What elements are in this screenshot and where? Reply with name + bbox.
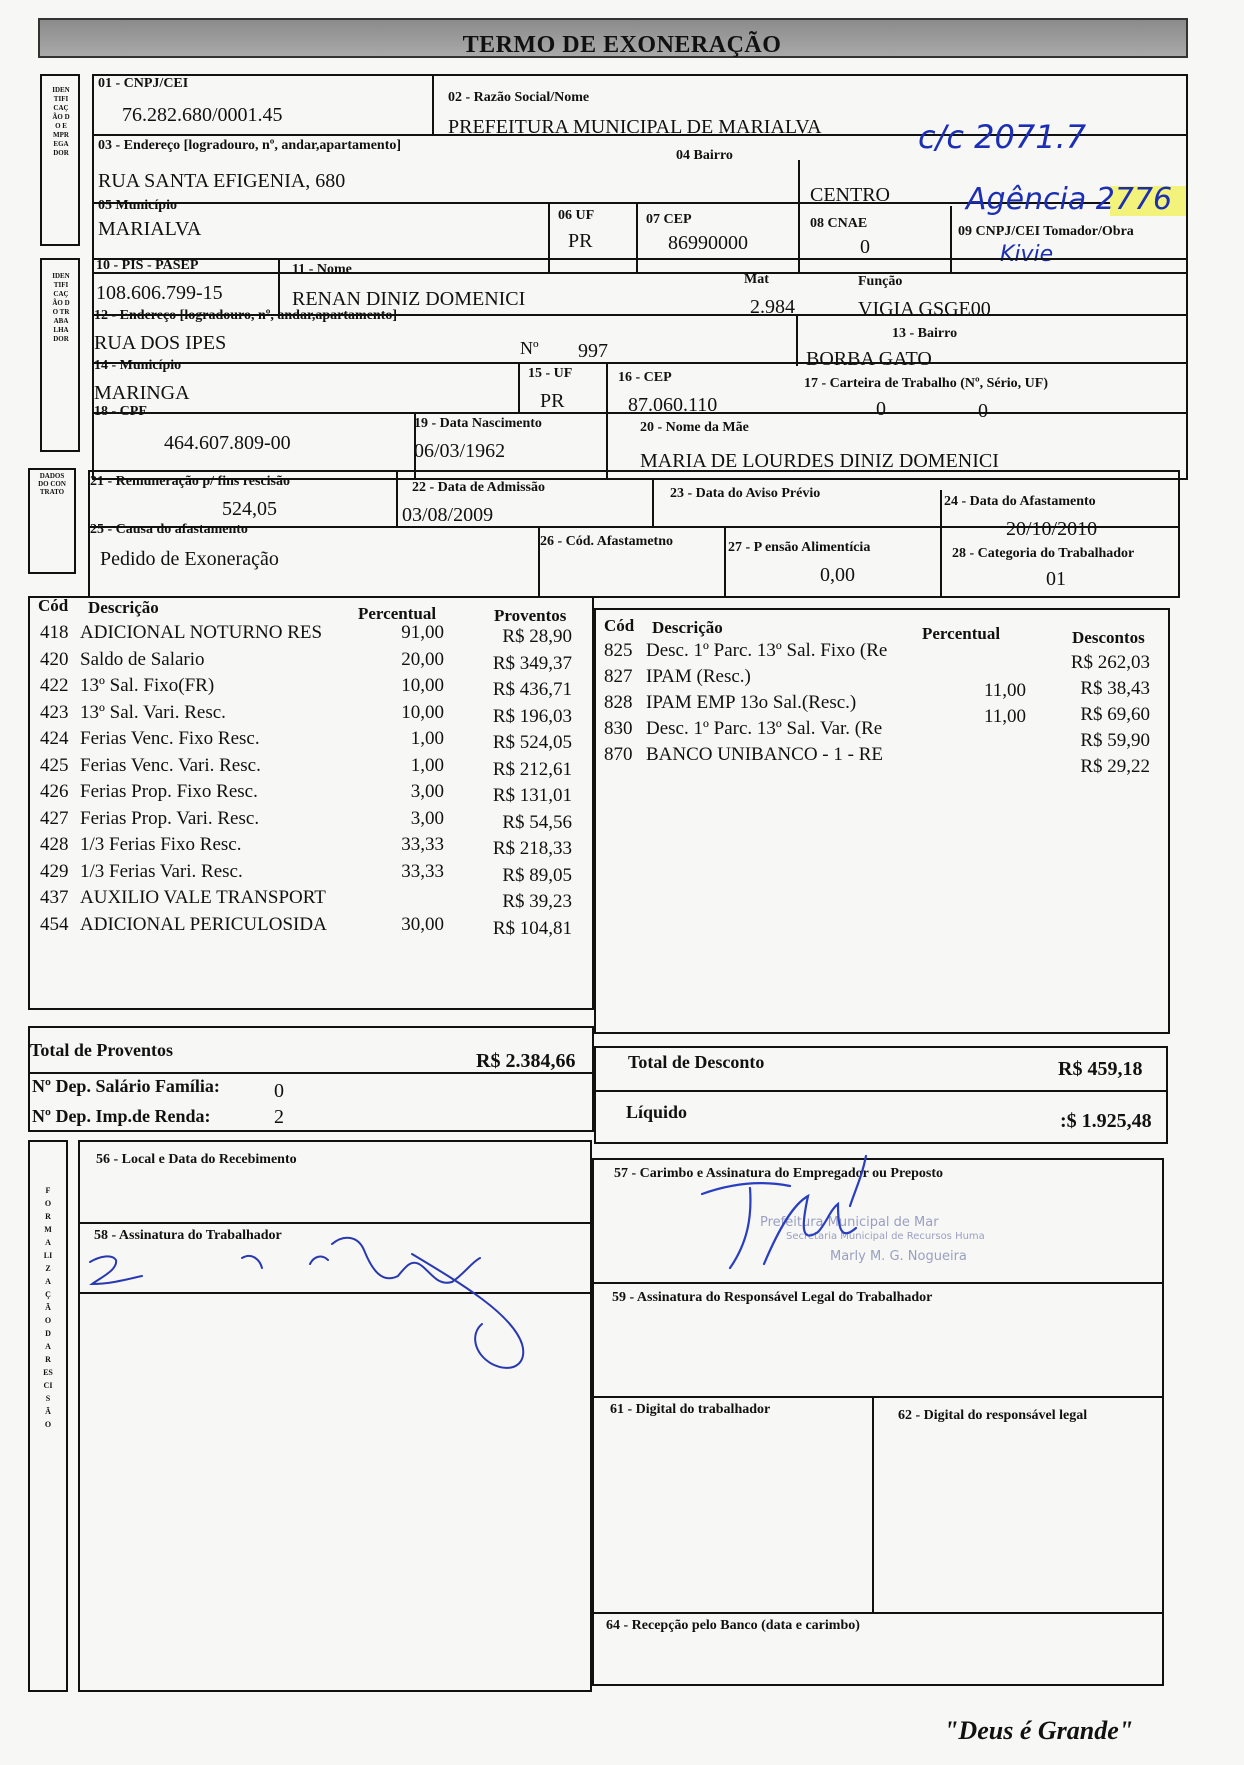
- item-code: 418: [40, 622, 69, 643]
- handwritten-cc: c/c 2071.7: [918, 118, 1087, 156]
- item-description: Desc. 1º Parc. 13º Sal. Var. (Re: [646, 718, 883, 739]
- item-value: R$ 212,61: [492, 758, 572, 780]
- item-value: R$ 54,56: [502, 811, 572, 833]
- renda-label: Nº Dep. Imp.de Renda:: [32, 1106, 211, 1126]
- cep-value: 86990000: [668, 232, 748, 254]
- item-percentual: 91,00: [401, 622, 444, 643]
- cnpj-value: 76.282.680/0001.45: [122, 104, 283, 126]
- uf-label: 06 UF: [558, 208, 595, 223]
- admissao-value: 03/08/2009: [402, 504, 494, 526]
- prov-desc-header: Descrição: [88, 598, 159, 617]
- nome-value: RENAN DINIZ DOMENICI: [292, 288, 526, 310]
- causa-value: Pedido de Exoneração: [100, 548, 279, 570]
- item-code: 427: [40, 807, 69, 829]
- side-label-formalizacao: FORMALIZAÇÃO DA RESCISÃO: [43, 1186, 53, 1429]
- worker-municipio-label: 14 - Município: [94, 358, 182, 373]
- worker-endereco-value: RUA DOS IPES: [94, 332, 227, 354]
- item-percentual: 10,00: [401, 675, 444, 696]
- worker-bairro-label: 13 - Bairro: [892, 326, 958, 341]
- total-proventos-label: Total de Proventos: [30, 1040, 174, 1060]
- cnae-value: 0: [860, 236, 870, 258]
- item-value: R$ 131,01: [492, 785, 572, 806]
- item-value: R$ 349,37: [492, 652, 572, 674]
- municipio-value: MARIALVA: [98, 218, 202, 240]
- side-label-trabalhador: IDENTIFICAÇÃO DO TRABALHADOR: [52, 272, 70, 343]
- prov-cod-header: Cód: [38, 596, 69, 615]
- mat-label: Mat: [744, 272, 769, 287]
- item-code: 425: [40, 754, 69, 776]
- item-code: 429: [40, 860, 69, 882]
- worker-uf-label: 15 - UF: [528, 366, 573, 381]
- item-description: ADICIONAL NOTURNO RES: [80, 622, 323, 643]
- admissao-label: 22 - Data de Admissão: [412, 480, 546, 495]
- item-value: R$ 38,43: [1080, 678, 1150, 699]
- familia-label: Nº Dep. Salário Família:: [32, 1076, 220, 1096]
- worker-signature: [82, 1214, 562, 1384]
- employer-signature: [690, 1146, 910, 1286]
- item-code: 423: [40, 701, 69, 723]
- worker-uf-value: PR: [540, 390, 565, 412]
- renda-value: 2: [274, 1106, 284, 1128]
- stamp-line-1: Prefeitura Municipal de Mar: [760, 1215, 939, 1230]
- item-percentual: 1,00: [410, 754, 444, 776]
- cnae-label: 08 CNAE: [810, 216, 868, 231]
- item-percentual: 1,00: [410, 728, 444, 749]
- item-percentual: 11,00: [983, 680, 1026, 701]
- liquido-value: :$ 1.925,48: [1060, 1110, 1152, 1132]
- total-desconto-value: R$ 459,18: [1058, 1058, 1143, 1080]
- uf-value: PR: [568, 230, 593, 252]
- handwritten-agencia: Agência 2776: [966, 182, 1173, 217]
- carimbo-label: 57 - Carimbo e Assinatura do Empregador ou Preposto: [614, 1166, 944, 1181]
- prov-val-header: Proventos: [494, 606, 567, 625]
- item-percentual: 10,00: [401, 701, 444, 723]
- item-code: 828: [604, 692, 633, 713]
- item-value: R$ 29,22: [1080, 756, 1150, 777]
- item-value: R$ 69,60: [1080, 704, 1150, 725]
- item-description: AUXILIO VALE TRANSPORT: [80, 887, 326, 908]
- worker-cep-label: 16 - CEP: [618, 370, 672, 385]
- item-percentual: 3,00: [410, 781, 444, 802]
- endereco-value: RUA SANTA EFIGENIA, 680: [98, 170, 346, 192]
- causa-label: 25 - Causa do afastamento: [90, 522, 248, 537]
- bairro-label: 04 Bairro: [676, 148, 733, 163]
- item-value: R$ 524,05: [492, 732, 572, 753]
- item-description: Ferias Prop. Fixo Resc.: [80, 781, 258, 802]
- item-value: R$ 436,71: [492, 679, 572, 700]
- familia-value: 0: [274, 1080, 284, 1102]
- side-label-empregador: IDENTIFICAÇÃO DO EMPREGADOR: [52, 86, 70, 157]
- desc-cod-header: Cód: [604, 616, 635, 635]
- item-value: R$ 218,33: [492, 838, 572, 859]
- liquido-label: Líquido: [626, 1102, 688, 1122]
- cpf-label: 18 - CPF: [94, 404, 147, 419]
- categoria-value: 01: [1046, 568, 1066, 590]
- afast-label: 24 - Data do Afastamento: [944, 494, 1096, 509]
- item-code: 830: [604, 718, 633, 739]
- item-code: 825: [604, 640, 633, 661]
- stamp-line-2: Secretaria Municipal de Recursos Huma: [786, 1231, 985, 1242]
- remun-value: 524,05: [222, 498, 277, 520]
- item-code: 424: [40, 728, 69, 749]
- pis-label: 10 - PIS - PASEP: [96, 258, 199, 273]
- cnpj-label: 01 - CNPJ/CEI: [98, 76, 189, 91]
- item-percentual: 30,00: [401, 913, 444, 935]
- local-label: 56 - Local e Data do Recebimento: [96, 1152, 297, 1167]
- razao-value: PREFEITURA MUNICIPAL DE MARIALVA: [448, 116, 822, 138]
- razao-label: 02 - Razão Social/Nome: [448, 90, 590, 105]
- item-code: 426: [40, 781, 69, 802]
- funcao-label: Função: [858, 274, 903, 289]
- cep-label: 07 CEP: [646, 212, 692, 227]
- municipio-label: 05 Município: [98, 198, 177, 213]
- desc-val-header: Descontos: [1072, 628, 1145, 647]
- item-code: 422: [40, 675, 69, 696]
- item-description: Ferias Venc. Fixo Resc.: [80, 728, 260, 749]
- handwritten-tomador-note: Kivie: [1000, 242, 1054, 267]
- item-value: R$ 89,05: [502, 864, 572, 886]
- bairro-value: CENTRO: [810, 184, 890, 206]
- side-label-contrato: DADOS DO CONTRATO: [38, 472, 66, 496]
- total-desconto-label: Total de Desconto: [628, 1052, 765, 1072]
- footer-motto: "Deus é Grande": [944, 1716, 1134, 1745]
- worker-endereco-label: 12 - Endereço [logradouro, nº, andar,apartamento]: [94, 308, 398, 323]
- stamp-line-3: Marly M. G. Nogueira: [830, 1249, 967, 1264]
- worker-municipio-value: MARINGA: [94, 382, 190, 404]
- digital-trab-label: 61 - Digital do trabalhador: [610, 1402, 771, 1417]
- ctps-num: 0: [876, 398, 886, 420]
- item-value: R$ 39,23: [502, 891, 572, 912]
- pensao-value: 0,00: [820, 564, 855, 586]
- item-code: 827: [604, 666, 633, 687]
- item-value: R$ 28,90: [502, 626, 572, 647]
- item-percentual: 11,00: [983, 706, 1026, 727]
- cod-afast-label: 26 - Cód. Afastametno: [540, 534, 673, 549]
- item-description: Ferias Venc. Vari. Resc.: [80, 754, 261, 776]
- nasc-value: 06/03/1962: [414, 440, 506, 462]
- prov-pct-header: Percentual: [358, 604, 437, 623]
- desc-pct-header: Percentual: [922, 624, 1001, 643]
- item-code: 870: [604, 744, 633, 765]
- item-description: ADICIONAL PERICULOSIDA: [80, 913, 327, 935]
- remun-label: 21 - Remuneração p/ fins rescisão: [90, 474, 290, 489]
- num-value: 997: [578, 340, 608, 362]
- item-description: 1/3 Ferias Vari. Resc.: [80, 860, 243, 882]
- item-value: R$ 59,90: [1080, 730, 1150, 751]
- mae-value: MARIA DE LOURDES DINIZ DOMENICI: [640, 450, 999, 472]
- mae-label: 20 - Nome da Mãe: [640, 420, 749, 435]
- item-value: R$ 104,81: [492, 917, 572, 939]
- item-value: R$ 196,03: [492, 705, 572, 727]
- item-percentual: 33,33: [401, 860, 444, 882]
- pensao-label: 27 - P ensão Alimentícia: [728, 540, 871, 555]
- total-proventos-value: R$ 2.384,66: [476, 1050, 576, 1072]
- cpf-value: 464.607.809-00: [164, 432, 291, 454]
- item-percentual: 33,33: [401, 834, 444, 855]
- nasc-label: 19 - Data Nascimento: [414, 416, 542, 431]
- funcao-value: VIGIA GSGE00: [858, 298, 991, 320]
- assin-trab-label: 58 - Assinatura do Trabalhador: [94, 1228, 282, 1243]
- desc-desc-header: Descrição: [652, 618, 723, 637]
- item-description: Ferias Prop. Vari. Resc.: [80, 807, 260, 829]
- item-percentual: 3,00: [410, 807, 444, 829]
- nome-label: 11 - Nome: [292, 262, 352, 277]
- item-description: 13º Sal. Fixo(FR): [80, 675, 215, 696]
- pis-value: 108.606.799-15: [96, 282, 223, 304]
- banco-label: 64 - Recepção pelo Banco (data e carimbo): [606, 1618, 860, 1633]
- mat-value: 2.984: [750, 296, 795, 318]
- item-value: R$ 262,03: [1070, 652, 1150, 673]
- afast-value: 20/10/2010: [1006, 518, 1098, 540]
- document-title: TERMO DE EXONERAÇÃO: [462, 32, 782, 58]
- item-description: 1/3 Ferias Fixo Resc.: [80, 834, 242, 855]
- item-description: 13º Sal. Vari. Resc.: [80, 701, 226, 723]
- item-percentual: 20,00: [401, 648, 444, 670]
- item-description: IPAM EMP 13o Sal.(Resc.): [646, 692, 857, 713]
- worker-bairro-value: BORBA GATO: [806, 348, 932, 370]
- item-description: Saldo de Salario: [80, 648, 205, 670]
- tomador-label: 09 CNPJ/CEI Tomador/Obra: [958, 224, 1134, 239]
- aviso-label: 23 - Data do Aviso Prévio: [670, 486, 821, 501]
- num-label: Nº: [520, 338, 539, 358]
- categoria-label: 28 - Categoria do Trabalhador: [952, 546, 1135, 561]
- item-description: Desc. 1º Parc. 13º Sal. Fixo (Re: [646, 640, 888, 661]
- item-code: 428: [40, 834, 69, 855]
- item-code: 420: [40, 648, 69, 670]
- digital-resp-label: 62 - Digital do responsável legal: [898, 1408, 1088, 1423]
- endereco-label: 03 - Endereço [logradouro, nº, andar,apartamento]: [98, 138, 402, 153]
- assin-resp-label: 59 - Assinatura do Responsável Legal do Trabalhador: [612, 1290, 933, 1305]
- item-description: IPAM (Resc.): [646, 666, 751, 687]
- worker-cep-value: 87.060.110: [628, 394, 718, 416]
- item-description: BANCO UNIBANCO - 1 - RE: [646, 744, 883, 765]
- item-code: 454: [40, 913, 69, 935]
- item-code: 437: [40, 887, 69, 908]
- ctps-serie: 0: [978, 400, 988, 422]
- ctps-label: 17 - Carteira de Trabalho (Nº, Sério, UF): [804, 376, 1049, 391]
